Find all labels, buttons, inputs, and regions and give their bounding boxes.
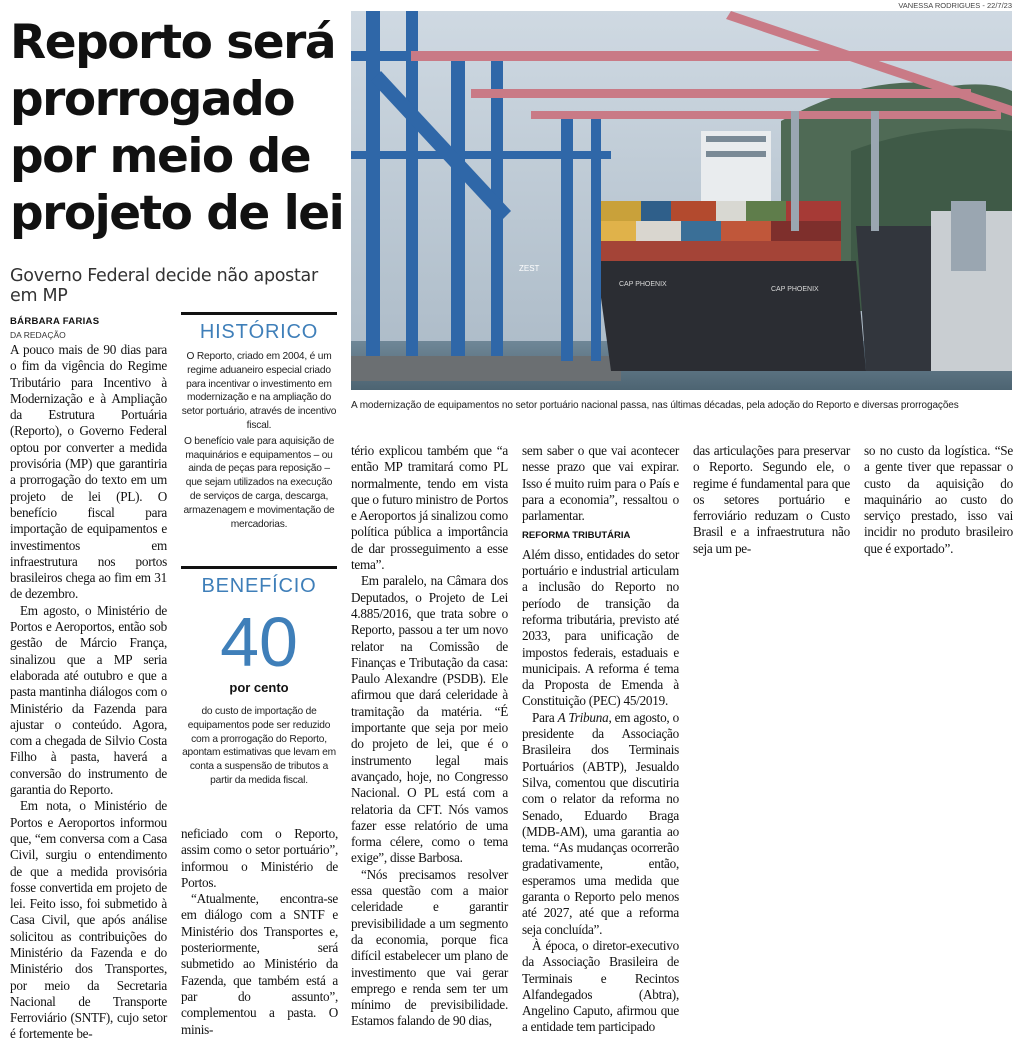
historico-box bbox=[181, 312, 337, 531]
article-column-4 bbox=[522, 443, 679, 1035]
port-photo-image bbox=[351, 11, 1012, 390]
paragraph: Em agosto, o Ministério de Portos e Aeroportos, então sob gestão de Márcio França, sinalizou que a MP seria elaborada até outubro e que a pasta mantinha diálogos com o Ministério da Fazenda para ajustar o conteúdo. Agora, com a chegada de Silvio Costa Filho à pasta, haverá a conversão do instrumento de garantia do Reporto. bbox=[10, 602, 167, 798]
paragraph: sem saber o que vai acontecer nesse prazo que vai expirar. Isso é muito ruim para o País e para a economia”, ressaltou o parlamentar. bbox=[522, 443, 679, 524]
headline: Reporto será prorrogado por meio de projeto de lei bbox=[10, 15, 344, 241]
article-column-2 bbox=[181, 826, 338, 1037]
paragraph: Em paralelo, na Câmara dos Deputados, o Projeto de Lei 4.885/2016, que trata sobre o Reporto, passou a ter um novo relator na Comissão de Finanças e Tributação da casa: Paulo Alexandre (PSDB). Ele afirmou que dará celeridade à tramitação da matéria. “É importante que seja por meio do projeto de lei, que é o instrumento legal mais avançado, hoje, no Congresso Nacional. O PL está com a relatoria da CFT. Nós vamos fazer esse relatório de uma forma célere, como o tema exige”, disse Barbosa. bbox=[351, 573, 508, 866]
text-segment: Para bbox=[532, 709, 558, 725]
paragraph: tério explicou também que “a então MP tramitará como PL normalmente, tendo em vista que o futuro ministro de Portos e Aeroportos já sinalizou como política pública a importância de dar prosseguimento a esse tema”. bbox=[351, 443, 508, 573]
paragraph: Além disso, entidades do setor portuário e industrial articulam a inclusão do Reporto no período de transição da reforma tributária, previsto até 2033, para unificação de impostos federais, estaduais e municipais. A reforma é tema da Proposta de Emenda à Constituição (PEC) 45/2019. bbox=[522, 546, 679, 709]
author-role: DA REDAÇÃO bbox=[10, 330, 66, 340]
photo-label-zest: ZEST bbox=[519, 264, 540, 273]
beneficio-title: BENEFÍCIO bbox=[201, 575, 317, 597]
photo-caption: A modernização de equipamentos no setor portuário nacional passa, nas últimas décadas, pela adoção do Reporto e diversas prorrogações bbox=[351, 400, 959, 411]
author-name: BÁRBARA FARIAS bbox=[10, 316, 100, 327]
photo-label-ship-1: CAP PHOENIX bbox=[619, 281, 667, 288]
historico-text-2: O benefício vale para aquisição de maquinários e equipamentos – ou ainda de peças para reposição – que sejam utilizados na execução de serviços de carga, descarga, armazenagem e movimentação de mercadorias. bbox=[183, 435, 335, 530]
historico-text-1: O Reporto, criado em 2004, é um regime aduaneiro especial criado para incentivar o investimento em modernização e na ampliação do setor portuário, através de incentivo fiscal. bbox=[181, 351, 337, 431]
box-rule bbox=[181, 566, 337, 569]
historico-title: HISTÓRICO bbox=[199, 321, 319, 343]
subtitle: Governo Federal decide não apostar em MP bbox=[10, 266, 318, 306]
paragraph: so no custo da logística. “Se a gente tiver que repassar o custo da aquisição do maquinário ao custo do serviço prestado, isso vai incidir no produto brasileiro que é exportado”. bbox=[864, 443, 1013, 556]
article-column-5 bbox=[693, 443, 850, 563]
paragraph bbox=[522, 710, 679, 938]
paragraph: “Nós precisamos resolver essa questão com a maior celeridade e garantir previsibilidade a um segmento da economia, porque fica difícil estabelecer um plano de investimento que vai gerar emprego e renda sem ter um mínimo de previsibilidade. Estamos falando de 90 dias, bbox=[351, 866, 508, 1029]
box-rule bbox=[181, 312, 337, 315]
photo-credit: VANESSA RODRIGUES - 22/7/23 bbox=[898, 1, 1012, 10]
paragraph: “Atualmente, encontra-se em diálogo com a SNTF e Ministério dos Transportes e, posteriormente, será submetido ao Ministério da Fazenda, que também está a par do assunto”, complementou a pasta. O minis- bbox=[181, 891, 338, 1037]
article-column-6 bbox=[864, 443, 1013, 563]
article-column-1 bbox=[10, 342, 167, 1042]
paragraph: A pouco mais de 90 dias para o fim da vigência do Regime Tributário para Incentivo à Modernização e à Ampliação da Estrutura Portuária (Reporto), o Governo Federal optou por converter a medida provisória (MP) que garantiria a prorrogação do texto em um projeto de lei (PL). O benefício fiscal para importação de equipamentos e investimentos em infraestrutura nos portos brasileiros chega ao fim em 31 de dezembro. bbox=[10, 342, 167, 602]
beneficio-box bbox=[181, 566, 337, 788]
paragraph: das articulações para preservar o Reporto. Segundo ele, o regime é fundamental para que os setores portuário e ferroviário reduzam o Custo Brasil e a infraestrutura não seja um pe- bbox=[693, 443, 850, 556]
paragraph: Em nota, o Ministério de Portos e Aeroportos informou que, “em conversa com a Casa Civil, surgiu o entendimento de que a medida provisória fosse convertida em projeto de lei. Feito isso, foi submetido à Casa Civil, que após análise solicitou as contribuições do Ministério da Fazenda e do Ministério dos Transportes, por meio da Secretaria Nacional de Transporte Ferroviário (SNTF), cujo setor é fortemente be- bbox=[10, 798, 167, 1042]
paragraph: À época, o diretor-executivo da Associação Brasileira de Terminais e Recintos Alfandegados (Abtra), Angelino Caputo, afirmou que a entidade tem participado bbox=[522, 937, 679, 1035]
photo-label-ship-2: CAP PHOENIX bbox=[771, 286, 819, 293]
beneficio-text: do custo de importação de equipamentos pode ser reduzido com a prorrogação do Reporto, apontam estimativas que levam em conta a suspensão de tributos a partir da medida fiscal. bbox=[182, 706, 336, 786]
beneficio-number: 40 bbox=[220, 603, 298, 681]
article-column-3 bbox=[351, 443, 508, 1029]
publication-name: A Tribuna bbox=[557, 709, 609, 725]
paragraph: neficiado com o Reporto, assim como o setor portuário”, informou o Ministério de Portos. bbox=[181, 826, 338, 890]
port-photo bbox=[351, 11, 1012, 390]
beneficio-unit: por cento bbox=[229, 680, 289, 695]
text-segment: , em agosto, o presidente da Associação Brasileira dos Terminais Portuários (ABTP), Jesualdo Silva, comentou que discutiria com o relator da reforma no Senado, Eduardo Braga (MDB-AM), uma garantia ao tema. “As mudanças ocorrerão gradativamente, então, esperamos uma medida que garanta o Reporto pelo menos até 2027, até que a reforma seja concluída”. bbox=[522, 709, 679, 937]
crosshead-reforma-tributaria: REFORMA TRIBUTÁRIA bbox=[522, 530, 631, 542]
